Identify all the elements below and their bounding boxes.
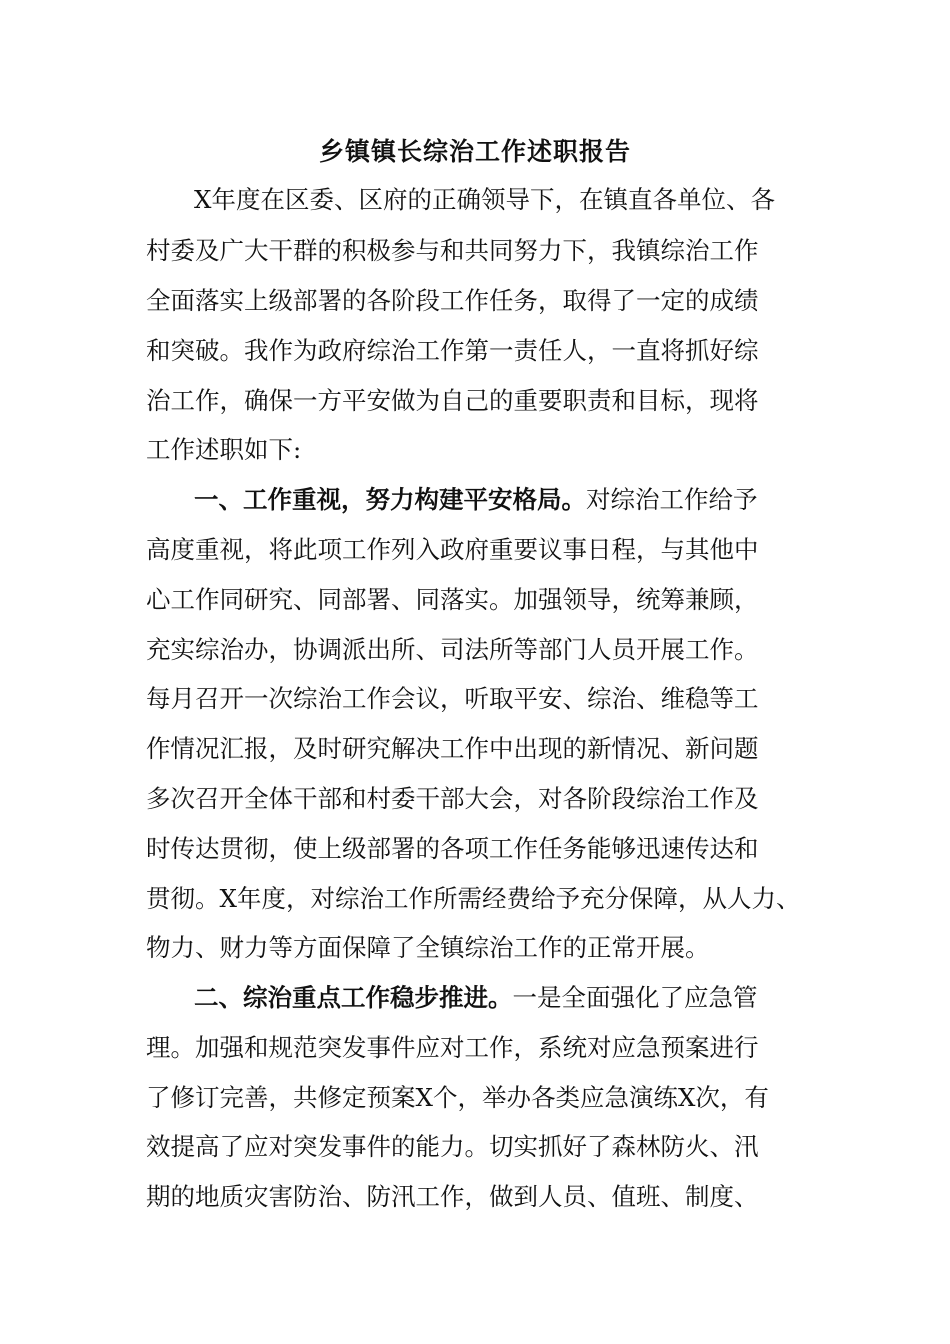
paragraph-line: 全面落实上级部署的各阶段工作任务，取得了一定的成绩 xyxy=(146,286,759,315)
paragraph-line: 时传达贯彻，使上级部署的各项工作任务能够迅速传达和 xyxy=(146,834,759,863)
paragraph-line: 了修订完善，共修定预案X个，举办各类应急演练X次，有 xyxy=(146,1083,769,1112)
paragraph-line: 充实综治办，协调派出所、司法所等部门人员开展工作。 xyxy=(146,635,759,664)
section-heading: 二、综治重点工作稳步推进。 xyxy=(194,983,513,1012)
paragraph-line: 每月召开一次综治工作会议，听取平安、综治、维稳等工 xyxy=(146,684,759,713)
paragraph-line: 治工作，确保一方平安做为自己的重要职责和目标，现将 xyxy=(146,386,759,415)
paragraph-line: 期的地质灾害防治、防汛工作，做到人员、值班、制度、 xyxy=(146,1182,759,1211)
paragraph-line: 心工作同研究、同部署、同落实。加强领导，统筹兼顾， xyxy=(146,585,759,614)
paragraph-line: 高度重视，将此项工作列入政府重要议事日程，与其他中 xyxy=(146,535,759,564)
paragraph-line: 村委及广大干群的积极参与和共同努力下，我镇综治工作 xyxy=(146,236,759,265)
paragraph-line: 工作述职如下: xyxy=(146,435,302,464)
paragraph-line: 和突破。我作为政府综治工作第一责任人，一直将抓好综 xyxy=(146,336,759,365)
paragraph-line: 理。加强和规范突发事件应对工作，系统对应急预案进行 xyxy=(146,1033,759,1062)
paragraph-line: 效提高了应对突发事件的能力。切实抓好了森林防火、汛 xyxy=(146,1132,759,1161)
paragraph-line: X年度在区委、区府的正确领导下，在镇直各单位、各 xyxy=(194,185,775,214)
paragraph-line: 二、综治重点工作稳步推进。一是全面强化了应急管 xyxy=(194,983,758,1012)
document-title: 乡镇镇长综治工作述职报告 xyxy=(318,137,631,166)
paragraph-line: 物力、财力等方面保障了全镇综治工作的正常开展。 xyxy=(146,933,710,962)
paragraph-line: 作情况汇报，及时研究解决工作中出现的新情况、新问题 xyxy=(146,734,759,763)
paragraph-line: 一、工作重视，努力构建平安格局。对综治工作给予 xyxy=(194,485,758,514)
paragraph-line: 贯彻。X年度，对综治工作所需经费给予充分保障，从人力、 xyxy=(146,884,801,913)
section-heading: 一、工作重视，努力构建平安格局。 xyxy=(194,485,586,514)
paragraph-line: 多次召开全体干部和村委干部大会，对各阶段综治工作及 xyxy=(146,784,759,813)
